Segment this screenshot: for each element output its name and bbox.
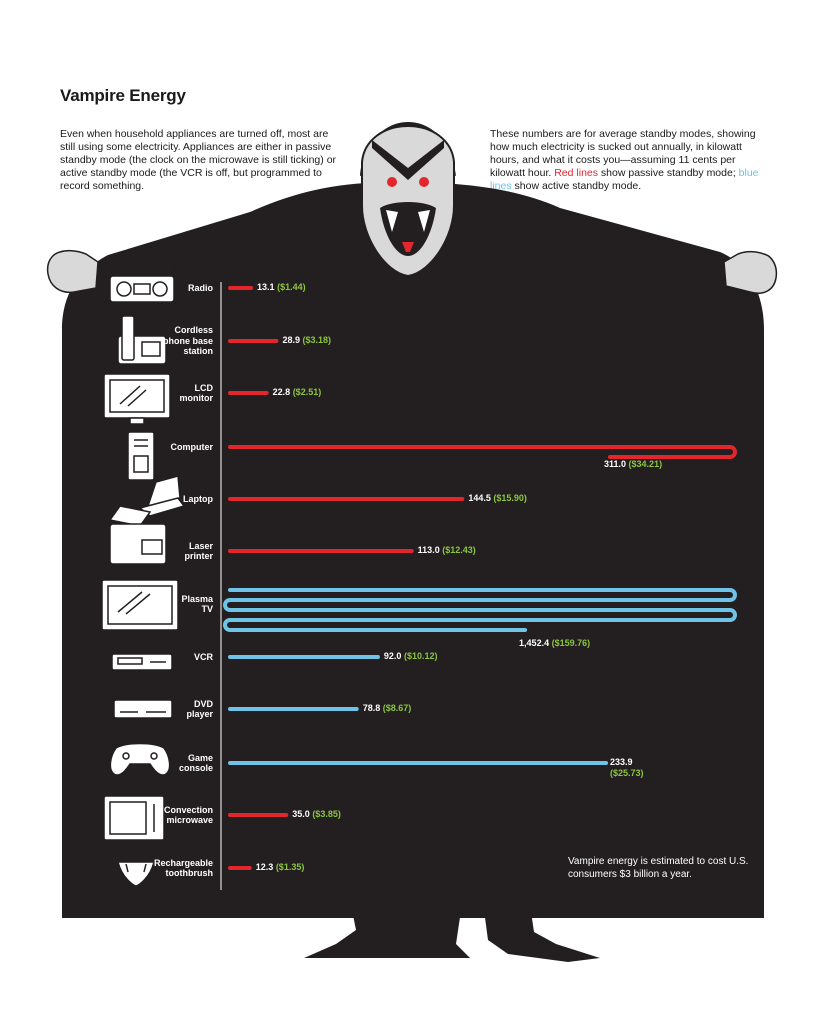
category-label-game-console: Game console — [178, 752, 213, 773]
kwh-value: 22.8 — [272, 387, 291, 397]
value-label-vcr — [384, 651, 438, 662]
kwh-value: 311.0 — [604, 459, 627, 469]
value-label-computer — [604, 459, 662, 470]
kwh-value: 233.9 — [610, 757, 633, 767]
cost-value: ($34.21) — [628, 459, 663, 469]
category-label-laser-printer: Laser printer — [184, 540, 213, 561]
cost-value: ($12.43) — [442, 545, 476, 555]
cost-value: ($3.85) — [312, 809, 341, 819]
legend-passive: Red lines — [554, 167, 598, 179]
category-label-dvd-player: DVD player — [186, 698, 213, 719]
left-eye — [387, 177, 397, 187]
value-label-laser-printer — [418, 545, 476, 556]
kwh-value: 28.9 — [282, 335, 300, 345]
kwh-value: 1,452.4 — [519, 638, 550, 648]
value-label-rechargeable-toothbrush — [256, 862, 305, 873]
intro-right-mid: show passive standby mode; — [600, 167, 736, 179]
value-label-radio — [257, 282, 306, 293]
footnote: Vampire energy is estimated to cost U.S. consumers $3 billion a year. — [568, 856, 749, 880]
intro-right-end: show active standby mode. — [514, 180, 642, 192]
kwh-value: 12.3 — [255, 862, 274, 872]
right-hand — [724, 252, 776, 294]
category-label-vcr: VCR — [193, 651, 213, 662]
cost-value: ($3.18) — [302, 335, 332, 345]
value-label-lcd-monitor — [273, 387, 322, 398]
right-eye — [419, 177, 429, 187]
value-label-dvd-player — [363, 703, 412, 714]
kwh-value: 13.1 — [257, 282, 275, 292]
category-label-computer: Computer — [170, 441, 213, 452]
intro-right-text: These numbers are for average standby modes, showing how much electricity is sucked out annually, in kilowatt hours, and what it costs you—assuming 11 cents per kilowatt hour. — [490, 128, 756, 179]
value-label-cordless-phone-base-station — [282, 335, 331, 346]
category-label-laptop: Laptop — [183, 493, 213, 504]
cost-value: ($1.44) — [277, 282, 306, 292]
cost-value: ($15.90) — [493, 493, 527, 503]
legend-active: blue lines — [490, 167, 759, 192]
kwh-value: 144.5 — [468, 493, 491, 503]
computer-icon — [128, 432, 154, 480]
cost-value: ($159.76) — [551, 638, 591, 648]
category-label-cordless-phone-base-station: Cordless phone base station — [162, 325, 213, 357]
category-label-lcd-monitor: LCD monitor — [179, 382, 213, 403]
value-label-plasma-tv — [519, 638, 590, 649]
category-label-plasma-tv: Plasma TV — [181, 593, 213, 614]
intro-left: Even when household appliances are turned off, most are still using some electricity. Appliances are either in passive standby mode (the clock on the microwave is still ticking) or active standby mode (the VCR is off, but programmed to record something. — [60, 128, 337, 192]
cost-value: ($10.12) — [403, 651, 438, 661]
left-hand — [48, 251, 98, 293]
category-label-rechargeable-toothbrush: Rechargeable toothbrush — [153, 857, 213, 878]
cost-value: ($25.73) — [610, 768, 644, 778]
cost-value: ($2.51) — [292, 387, 322, 397]
category-label-radio: Radio — [187, 282, 213, 293]
value-label-laptop — [468, 493, 527, 504]
kwh-value: 78.8 — [362, 703, 381, 713]
kwh-value: 35.0 — [292, 809, 310, 819]
chart-title: Vampire Energy — [60, 86, 186, 105]
cost-value: ($8.67) — [382, 703, 412, 713]
value-label-convection-microwave — [292, 809, 341, 820]
category-label-convection-microwave: Convection microwave — [163, 804, 213, 825]
kwh-value: 113.0 — [417, 545, 440, 555]
cost-value: ($1.35) — [275, 862, 305, 872]
kwh-value: 92.0 — [383, 651, 402, 661]
value-label-game-console — [610, 757, 644, 779]
